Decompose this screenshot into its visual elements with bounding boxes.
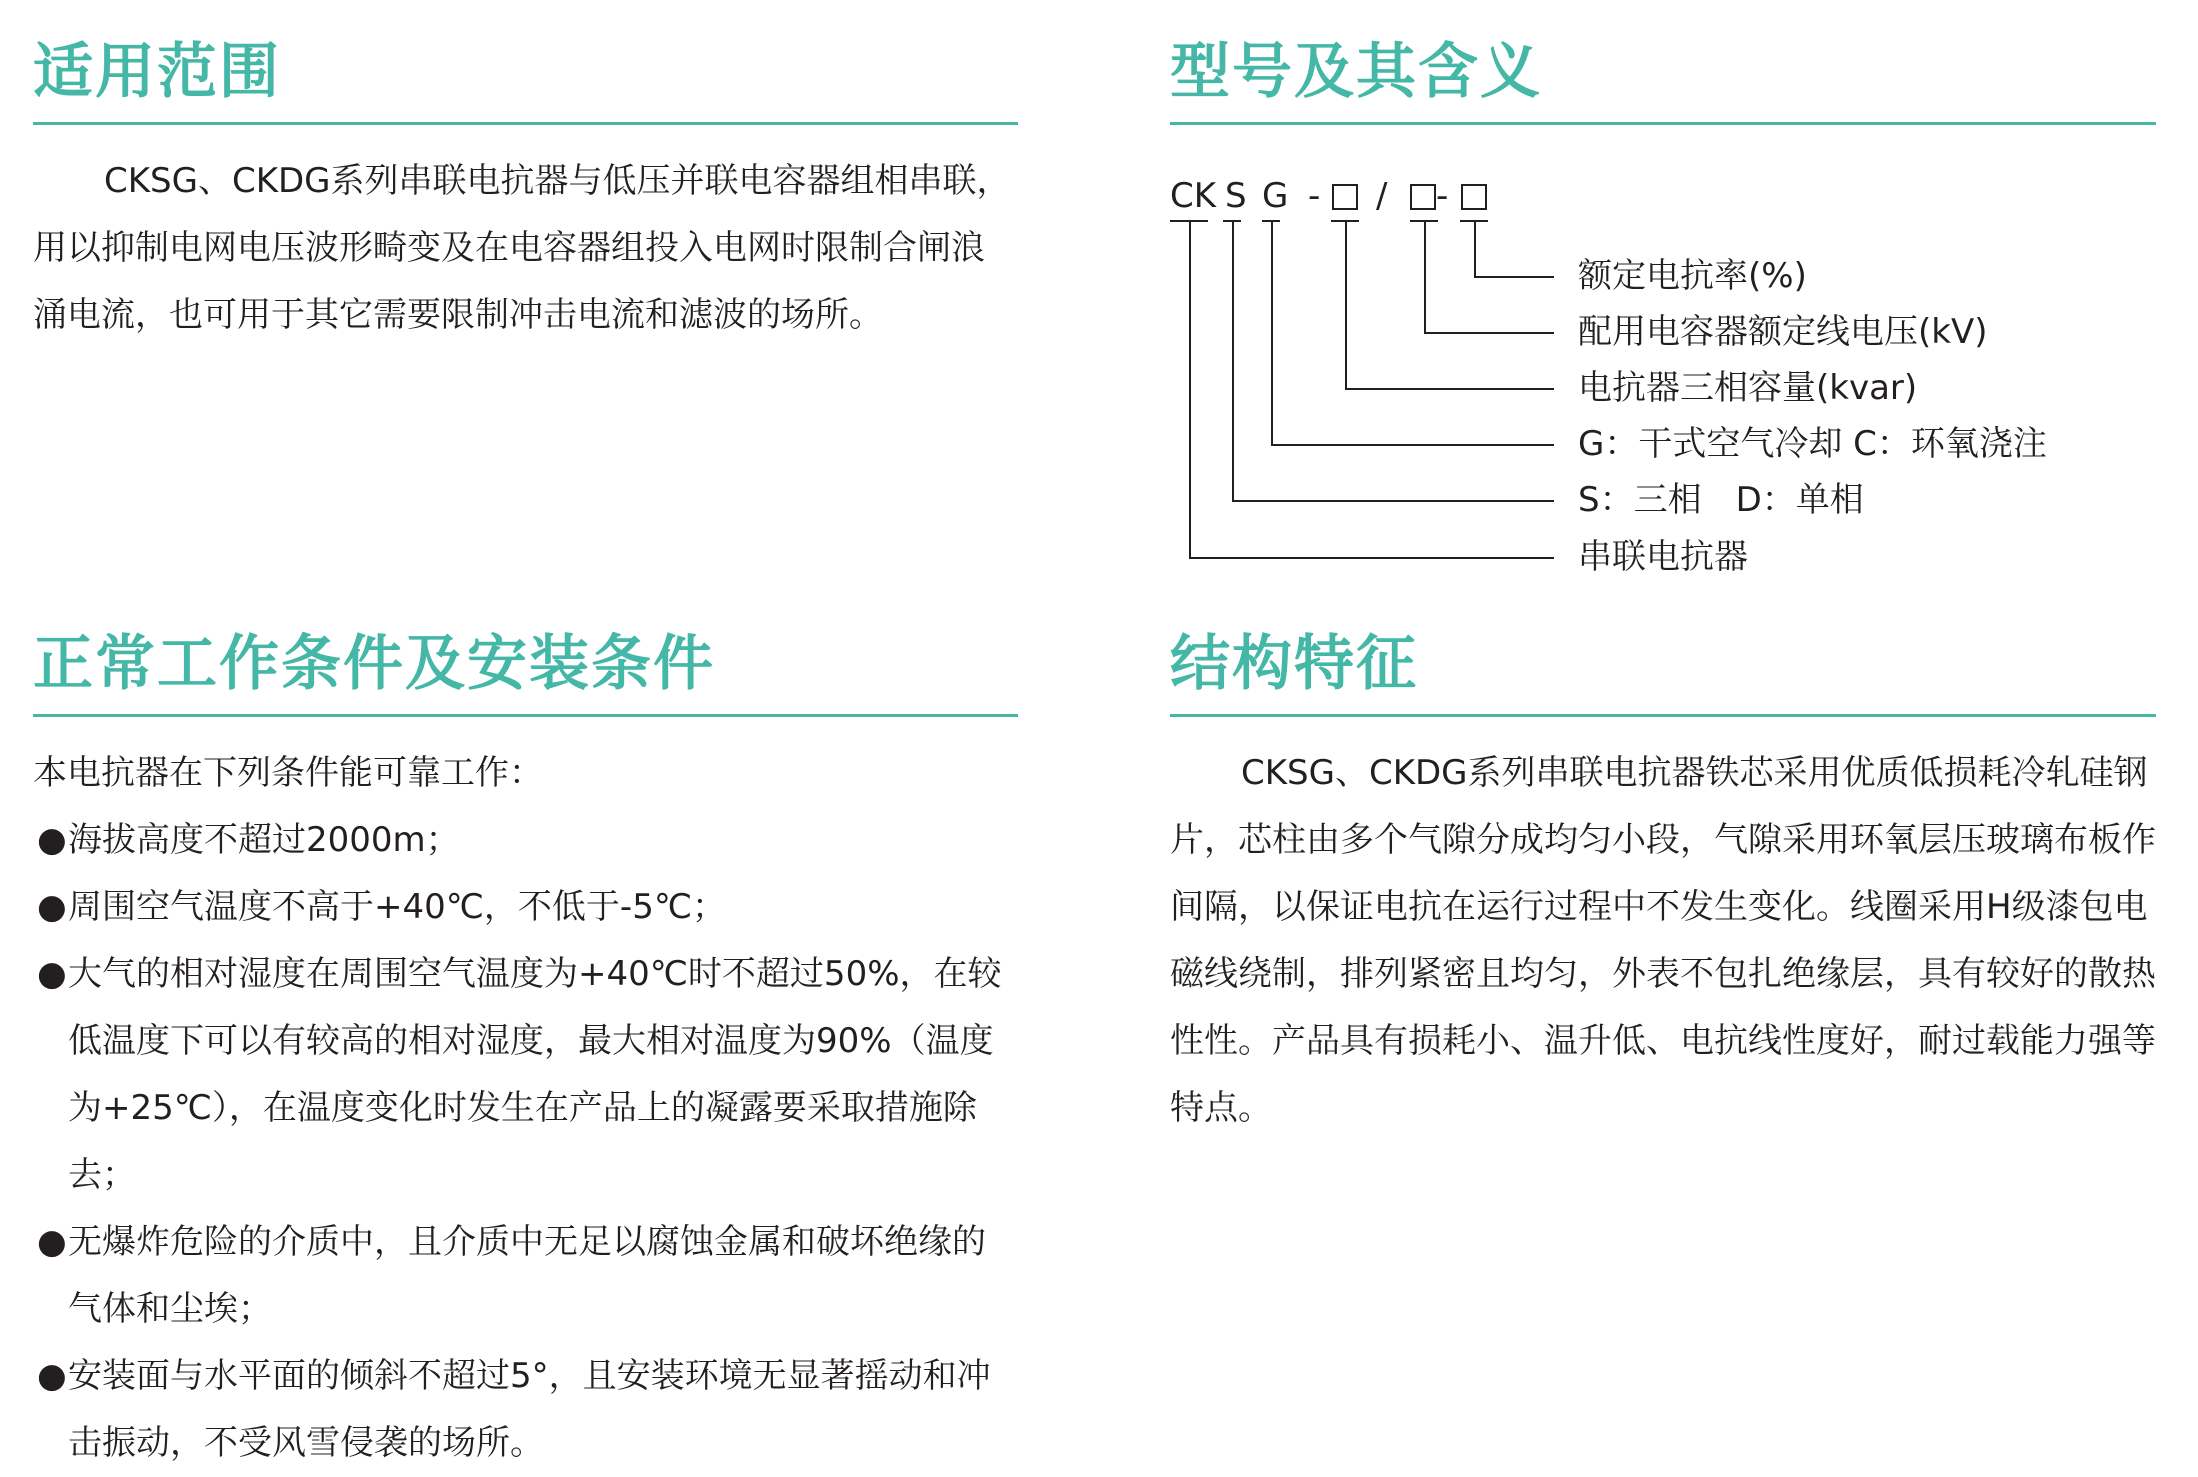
leader-voltage [1424,220,1426,333]
condition-text: 海拔高度不超过2000m； [68,820,460,860]
bullet-icon: ● [37,954,67,994]
conditions-intro: 本电抗器在下列条件能可靠工作： [33,753,543,793]
code-s: S [1225,176,1247,216]
code-box-capacity [1332,184,1358,210]
structure-section [1170,622,2156,1222]
leader-g [1271,220,1273,445]
code-ck: CK [1170,176,1217,216]
conditions-list [33,807,1018,1477]
structure-title: 结构特征 [1170,629,1418,699]
bullet-icon: ● [37,887,67,927]
leader-h-s [1232,500,1554,502]
list-item [33,807,1018,874]
model-title: 型号及其含义 [1170,37,1542,107]
legend-type: 串联电抗器 [1578,537,1748,577]
usage-title: 适用范围 [33,37,281,107]
model-section [1170,30,2156,577]
code-box-voltage [1410,184,1436,210]
bullet-icon: ● [37,1222,67,1262]
condition-text: 大气的相对湿度在周围空气温度为+40℃时不超过50%，在较低温度下可以有较高的相对湿度，最大相对温度为90%（温度为+25℃），在温度变化时发生在产品上的凝露要采取措施除去； [68,954,1002,1195]
code-slash: / [1376,176,1388,216]
structure-body [1170,740,2156,1142]
bullet-icon: ● [37,820,67,860]
model-code-diagram [1170,176,2156,576]
condition-text: 无爆炸危险的介质中，且介质中无足以腐蚀金属和破坏绝缘的气体和尘埃； [68,1222,986,1329]
usage-paragraph: CKSG、CKDG系列串联电抗器与低压并联电容器组相串联，用以抑制电网电压波形畸变及在电容器组投入电网时限制合闸浪涌电流，也可用于其它需要限制冲击电流和滤波的场所。 [33,161,1011,335]
leader-h-voltage [1424,332,1554,334]
leader-h-g [1271,444,1554,446]
legend-ratio: 额定电抗率(%) [1578,256,1807,296]
structure-divider [1170,714,2156,717]
conditions-title: 正常工作条件及安装条件 [33,629,715,699]
conditions-section [33,622,1018,1463]
leader-ck [1189,220,1191,558]
leader-h-ck [1189,557,1554,559]
list-item [33,1209,1018,1343]
leader-capacity [1345,220,1347,389]
usage-divider [33,122,1018,125]
legend-cooling: G：干式空气冷却 C：环氧浇注 [1578,424,2047,464]
code-box-ratio [1461,184,1487,210]
list-item [33,941,1018,1209]
condition-text: 安装面与水平面的倾斜不超过5°，且安装环境无显著摇动和冲击振动，不受风雪侵袭的场所。 [68,1356,991,1463]
model-divider [1170,122,2156,125]
conditions-divider [33,714,1018,717]
list-item [33,874,1018,941]
legend-capacity: 电抗器三相容量(kvar) [1578,368,1918,408]
legend-voltage: 配用电容器额定线电压(kV) [1578,312,1988,352]
leader-h-ratio [1474,276,1554,278]
usage-body [33,148,1018,349]
leader-ratio [1474,220,1476,277]
list-item [33,1343,1018,1477]
condition-text: 周围空气温度不高于+40℃，不低于-5℃； [68,887,727,927]
legend-phase: S：三相 D：单相 [1578,480,1864,520]
leader-h-capacity [1345,388,1554,390]
code-g: G [1262,176,1289,216]
usage-section [33,30,1018,360]
bullet-icon: ● [37,1356,67,1396]
code-dash-2: - [1436,176,1449,216]
conditions-body [33,740,1018,1477]
code-dash-1: - [1308,176,1321,216]
leader-s [1232,220,1234,501]
structure-paragraph: CKSG、CKDG系列串联电抗器铁芯采用优质低损耗冷轧硅钢片，芯柱由多个气隙分成均匀小段，气隙采用环氧层压玻璃布板作间隔，以保证电抗在运行过程中不发生变化。线圈采用H级漆包电磁线绕制，排列紧密且均匀，外表不包扎绝缘层，具有较好的散热性性。产品具有损耗小、温升低、电抗线性度好，耐过载能力强等特点。 [1170,753,2156,1128]
